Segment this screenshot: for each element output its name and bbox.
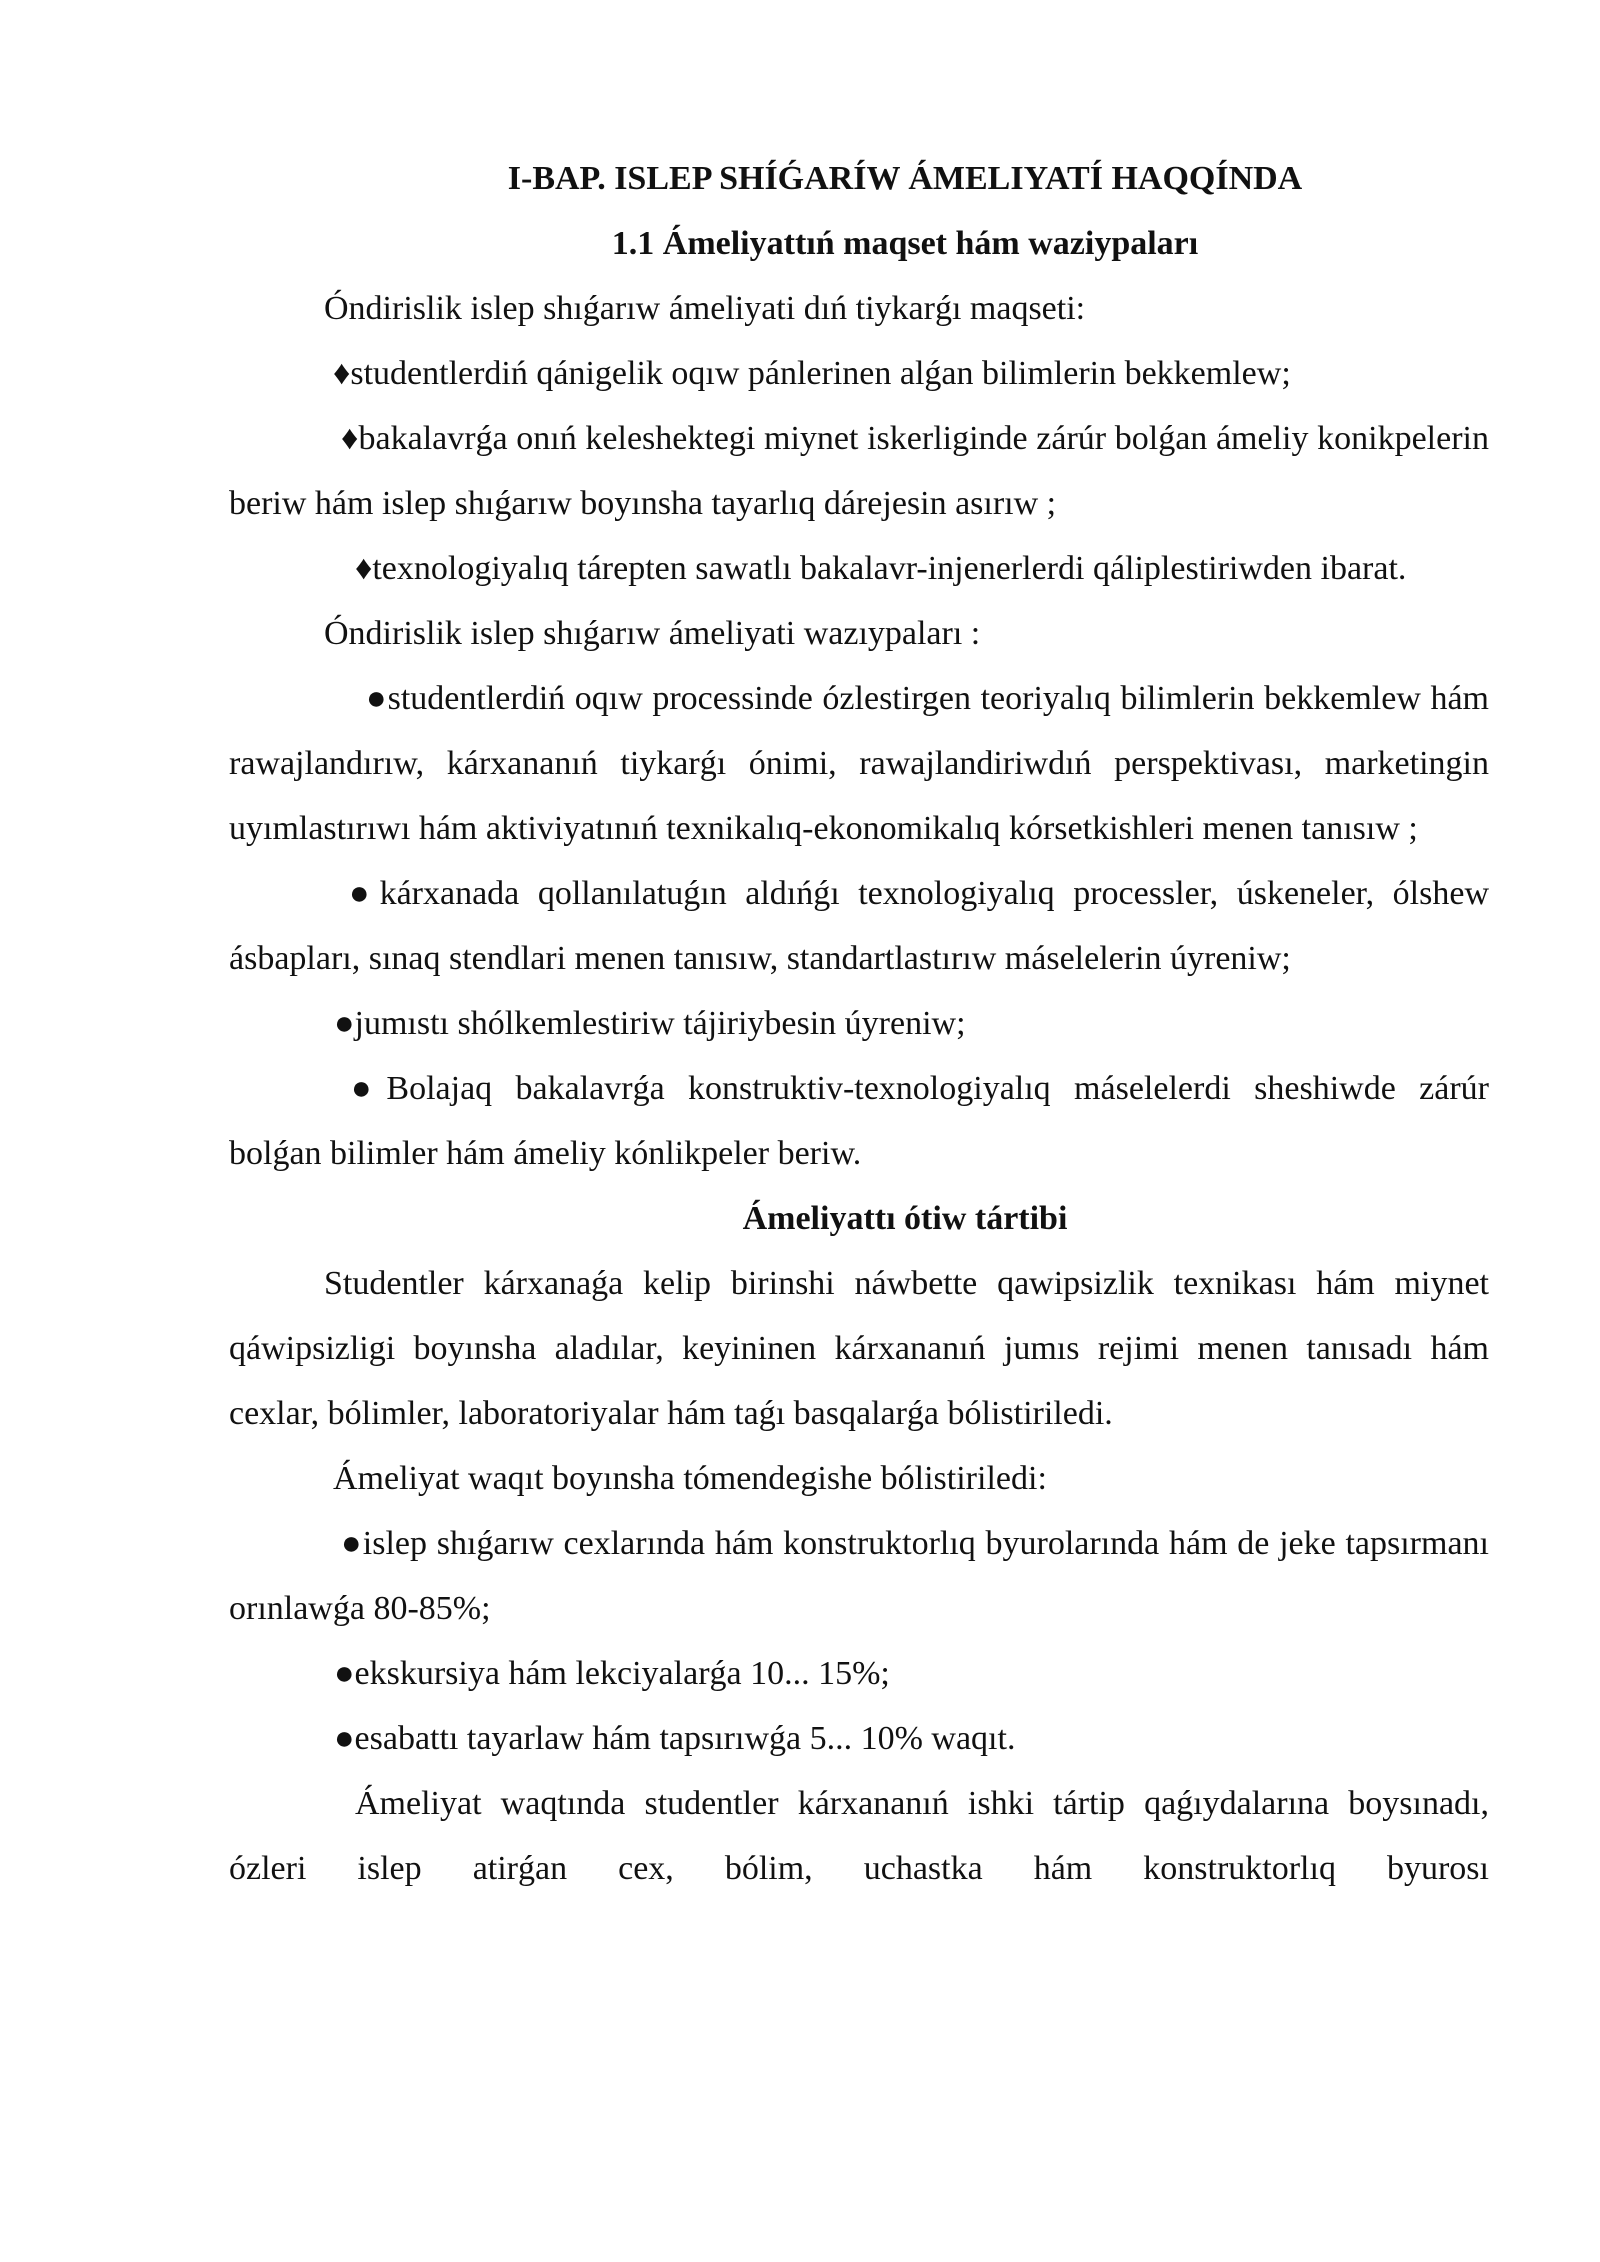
- chapter-title: I-BAP. ISLEP SHÍǴARÍW ÁMELIYATÍ HAQQÍNDA: [507, 160, 1303, 197]
- paragraph-rules: Ámeliyat waqtında studentler kárxananıń ishki tártip qaǵıydalarına boysınadı, ózleri islep atirǵan cex, bólim, uchastka hám konstruktorlıq byurosı: [229, 1785, 1489, 1887]
- paragraph-time-distribution: Ámeliyat waqıt boyınsha tómendegishe bólistiriledi:: [333, 1460, 1047, 1497]
- document-page: [229, 146, 1489, 1901]
- bullet-goal-2: ♦bakalavrǵa onıń keleshektegi miynet iskerliginde zárúr bolǵan ámeliy konikpelerin beriw hám islep shıǵarıw boyınsha tayarlıq dárejesin asırıw ;: [229, 420, 1489, 522]
- bullet-task-4: ●Bolajaq bakalavrǵa konstruktiv-texnologiyalıq máselelerdi sheshiwde zárúr bolǵan bilimler hám ámeliy kónlikpeler beriw.: [229, 1070, 1489, 1172]
- bullet-time-2: ●ekskursiya hám lekciyalarǵa 10... 15%;: [334, 1655, 890, 1692]
- bullet-time-3: ●esabattı tayarlaw hám tapsırıwǵa 5... 10% waqıt.: [334, 1720, 1016, 1757]
- section-title: 1.1 Ámeliyattıń maqset hám waziypaları: [611, 225, 1199, 262]
- bullet-task-1: ●studentlerdiń oqıw processinde ózlestirgen teoriyalıq bilimlerin bekkemlew hám rawajlandırıw, kárxananıń tiykarǵı ónimi, rawajlandiriwdıń perspektivası, marketingin uyımlastırıwı hám aktiviyatınıń texnikalıq-ekonomikalıq kórsetkishleri menen tanısıw ;: [229, 680, 1489, 847]
- paragraph-main-goal-intro: Óndirislik islep shıǵarıw ámeliyati dıń tiykarǵı maqseti:: [324, 290, 1086, 327]
- bullet-task-3: ●jumıstı shólkemlestiriw tájiriybesin úyreniw;: [334, 1005, 966, 1042]
- paragraph-tasks-intro: Óndirislik islep shıǵarıw ámeliyati wazıypaları :: [324, 615, 981, 652]
- section2-title: Ámeliyattı ótiw tártibi: [742, 1200, 1068, 1237]
- paragraph-procedure: Studentler kárxanaǵa kelip birinshi náwbette qawipsizlik texnikası hám miynet qáwipsizligi boyınsha aladılar, keyininen kárxananıń jumıs rejimi menen tanısadı hám cexlar, bólimler, laboratoriyalar hám taǵı basqalarǵa bólistiriledi.: [229, 1265, 1489, 1432]
- bullet-time-1: ●islep shıǵarıw cexlarında hám konstruktorlıq byurolarında hám de jeke tapsırmanı orınlawǵa 80-85%;: [229, 1525, 1489, 1627]
- bullet-goal-1: ♦studentlerdiń qánigelik oqıw pánlerinen alǵan bilimlerin bekkemlew;: [333, 355, 1291, 392]
- bullet-task-2: ●kárxanada qollanılatuǵın aldıńǵı texnologiyalıq processler, úskeneler, ólshew ásbapları, sınaq stendlari menen tanısıw, standartlastırıw máselelerin úyreniw;: [229, 875, 1489, 977]
- bullet-goal-3: ♦texnologiyalıq tárepten sawatlı bakalavr-injenerlerdi qáliplestiriwden ibarat.: [355, 550, 1407, 587]
